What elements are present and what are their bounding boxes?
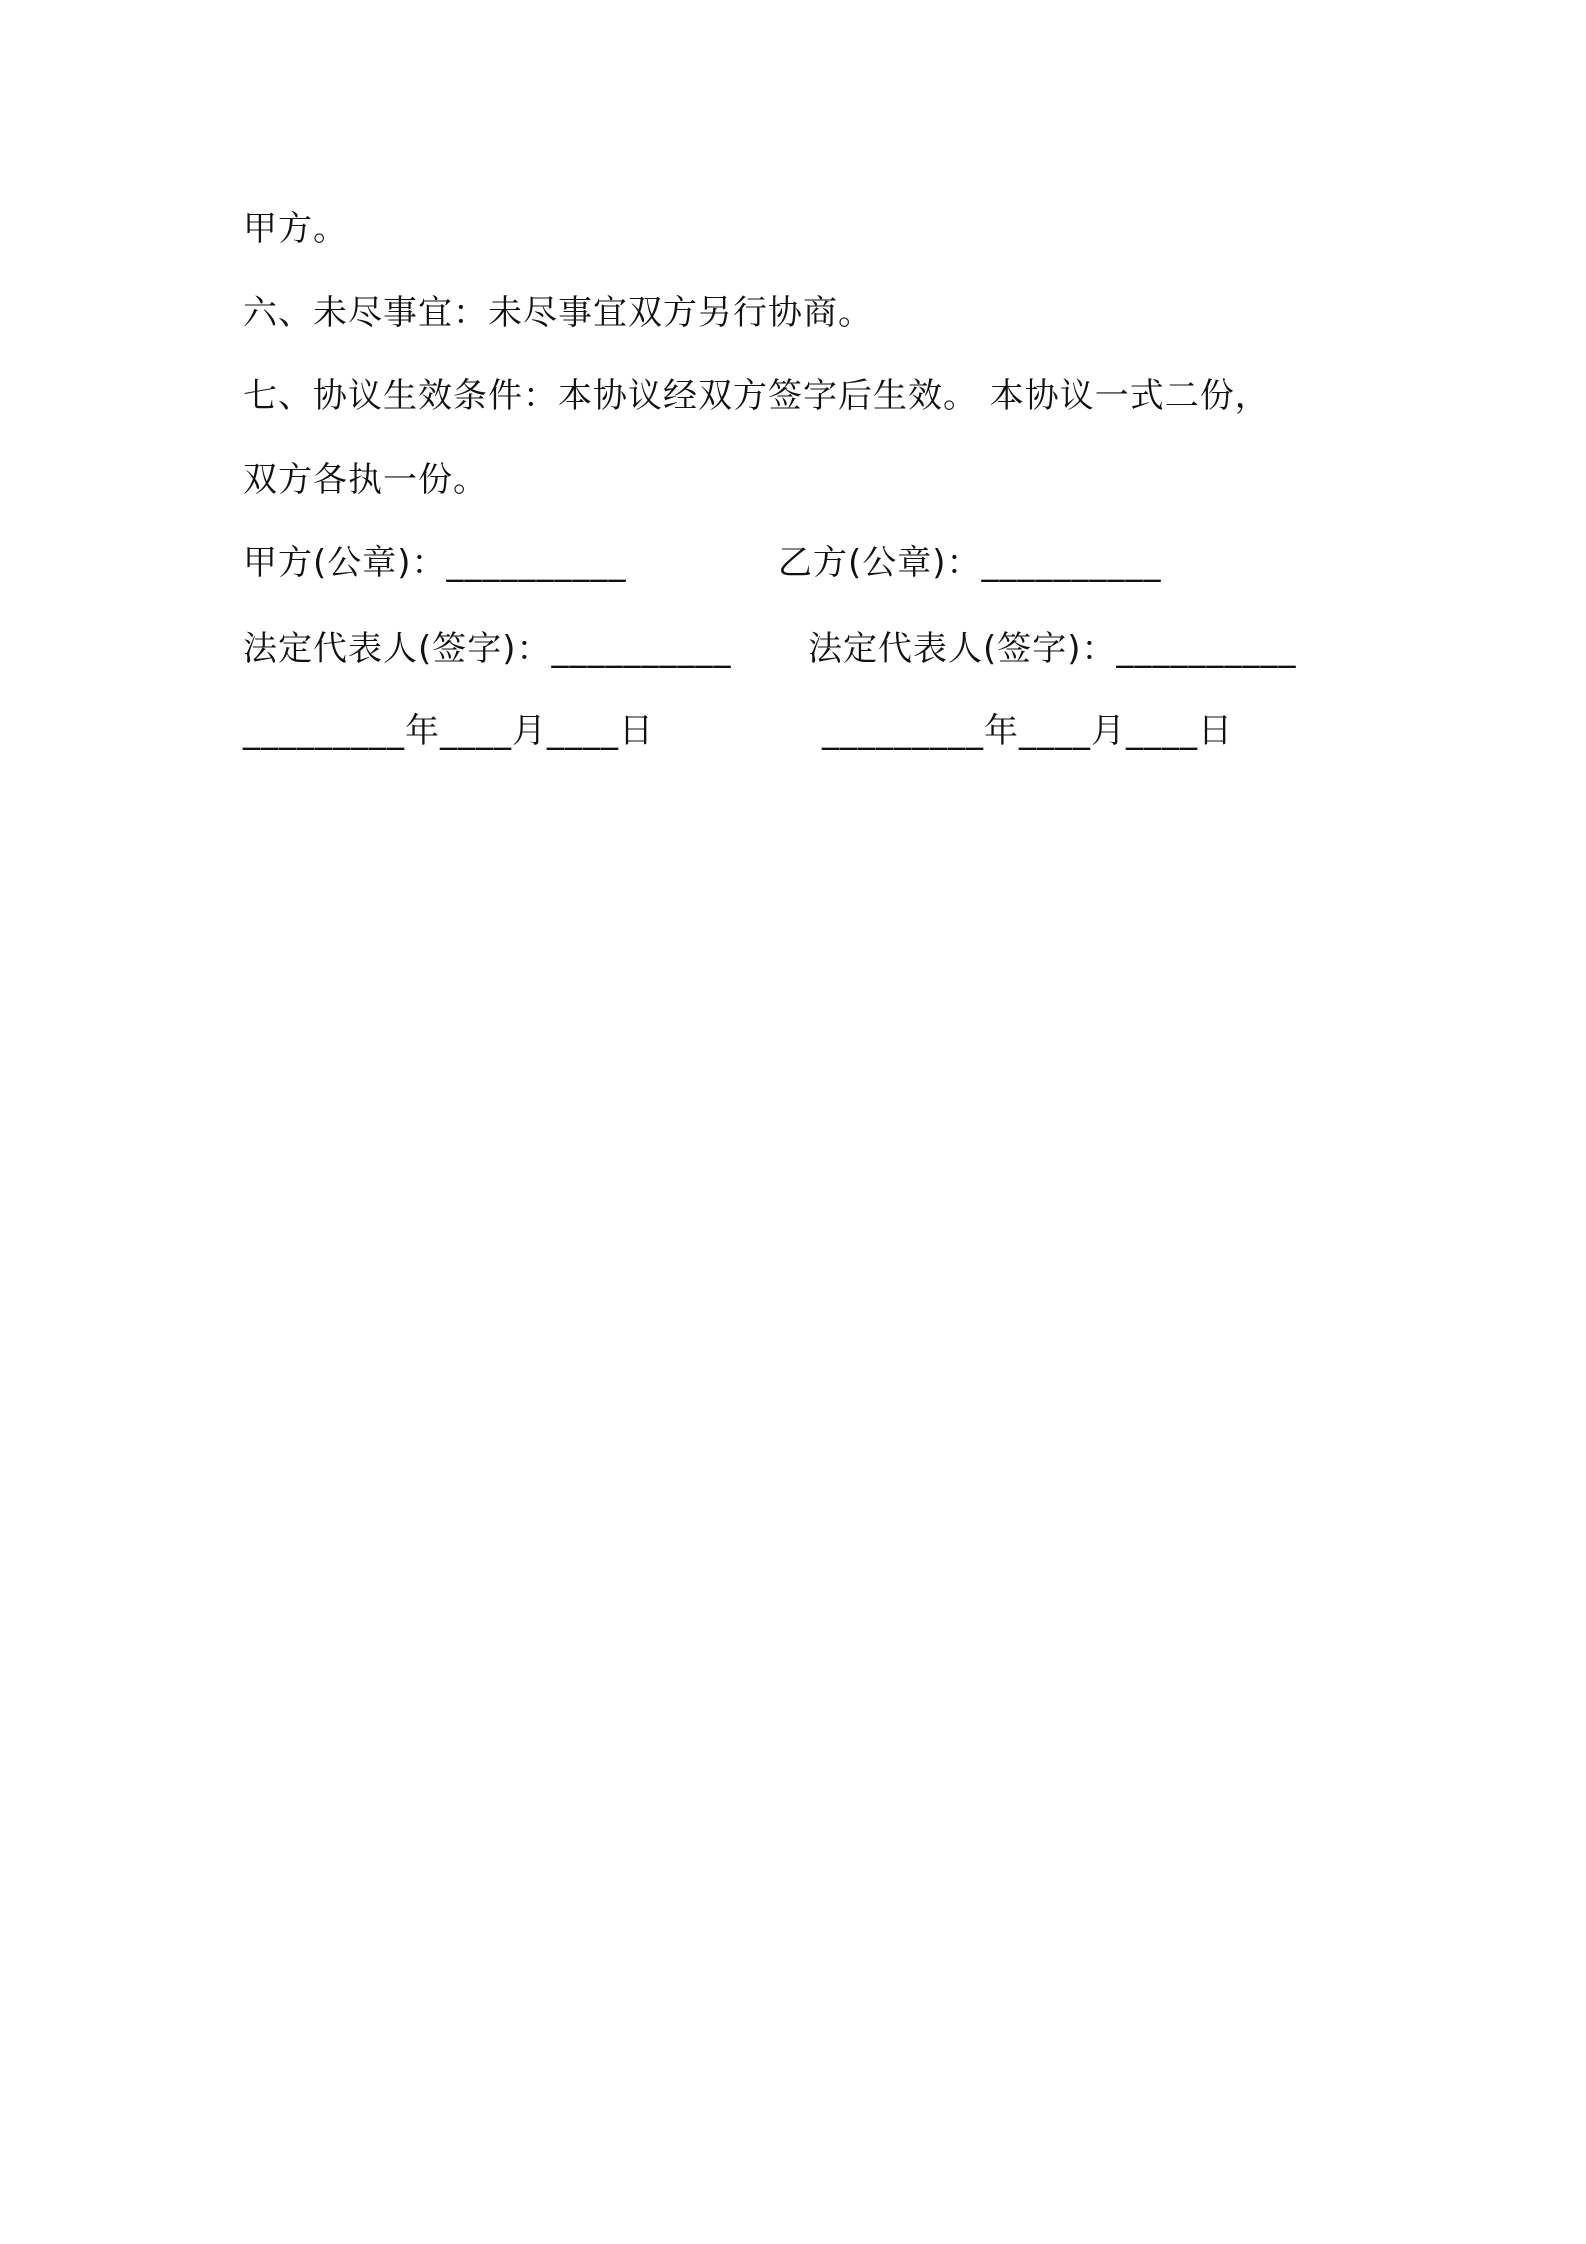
paragraph-clause-six: 六、未尽事宜：未尽事宜双方另行协商。 bbox=[243, 293, 873, 333]
party-b-seal-line: 乙方(公章)：__________ bbox=[778, 543, 1162, 583]
paragraph-party-a-tail: 甲方。 bbox=[243, 209, 348, 249]
party-a-representative-line: 法定代表人(签字)：__________ bbox=[243, 629, 732, 669]
party-b-representative-line: 法定代表人(签字)：__________ bbox=[808, 629, 1297, 669]
paragraph-clause-seven-cont: 双方各执一份。 bbox=[243, 460, 488, 500]
party-a-date-line: _________年____月____日 bbox=[243, 711, 654, 751]
paragraph-clause-seven: 七、协议生效条件：本协议经双方签字后生效。 本协议一式二份， bbox=[243, 376, 1270, 416]
party-a-seal-line: 甲方(公章)：__________ bbox=[243, 543, 627, 583]
party-b-date-line: _________年____月____日 bbox=[822, 711, 1233, 751]
